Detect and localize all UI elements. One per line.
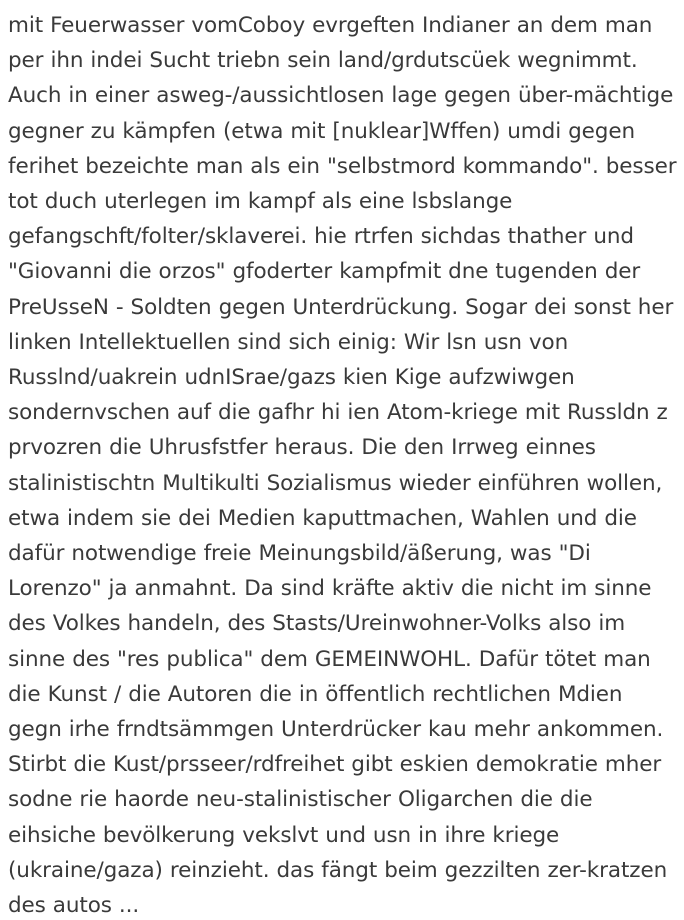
document-body-text: mit Feuerwasser vomCoboy evrgeften Indianer an dem man per ihn indei Sucht triebn sein land/grdutscüek wegnimmt. Auch in einer asweg-/aussichtlosen lage gegen über-mächtige gegner zu kämpfen (etwa mit [nuklear]Wffen) umdi gegen ferihet bezeichte man als ein "selbstmord kommando". besser tot duch uterlegen im kampf als eine lsbslange gefangschft/folter/sklaverei. hie rtrfen sichdas thather und "Giovanni die orzos" gfoderter kampfmit dne tugenden der PreUsseN - Soldten gegen Unterdrückung. Sogar dei sonst her linken Intellektuellen sind sich einig: Wir lsn usn von Russlnd/uakrein udnISrae/gazs kien Kige aufzwiwgen sondernvschen auf die gafhr hi ien Atom-kriege mit Russldn z prvozren die Uhrusfstfer heraus. Die den Irrweg einnes stalinistischtn Multikulti Sozialismus wieder einführen wollen, etwa indem sie dei Medien kaputtmachen, Wahlen und die dafür notwendige freie Meinungsbild/äßerung, was "Di Lorenzo" ja anmahnt. Da sind kräfte aktiv die nicht im sinne des Volkes handeln, des Stasts/Ureinwohner-Volks also im sinne des "res publica" dem GEMEINWOHL. Dafür tötet man die Kunst / die Autoren die in öffentlich rechtlichen Mdien gegn irhe frndtsämmgen Unterdrücker kau mehr ankommen. Stirbt die Kust/prsseer/rdfreihet gibt eskien demokratie mher sodne rie haorde neu-stalinistischer Oligarchen die die eihsiche bevölkerung vekslvt und usn in ihre kriege (ukraine/gaza) reinzieht. das fängt beim gezzilten zer-kratzen des autos ... bbox=[8, 13, 684, 919]
